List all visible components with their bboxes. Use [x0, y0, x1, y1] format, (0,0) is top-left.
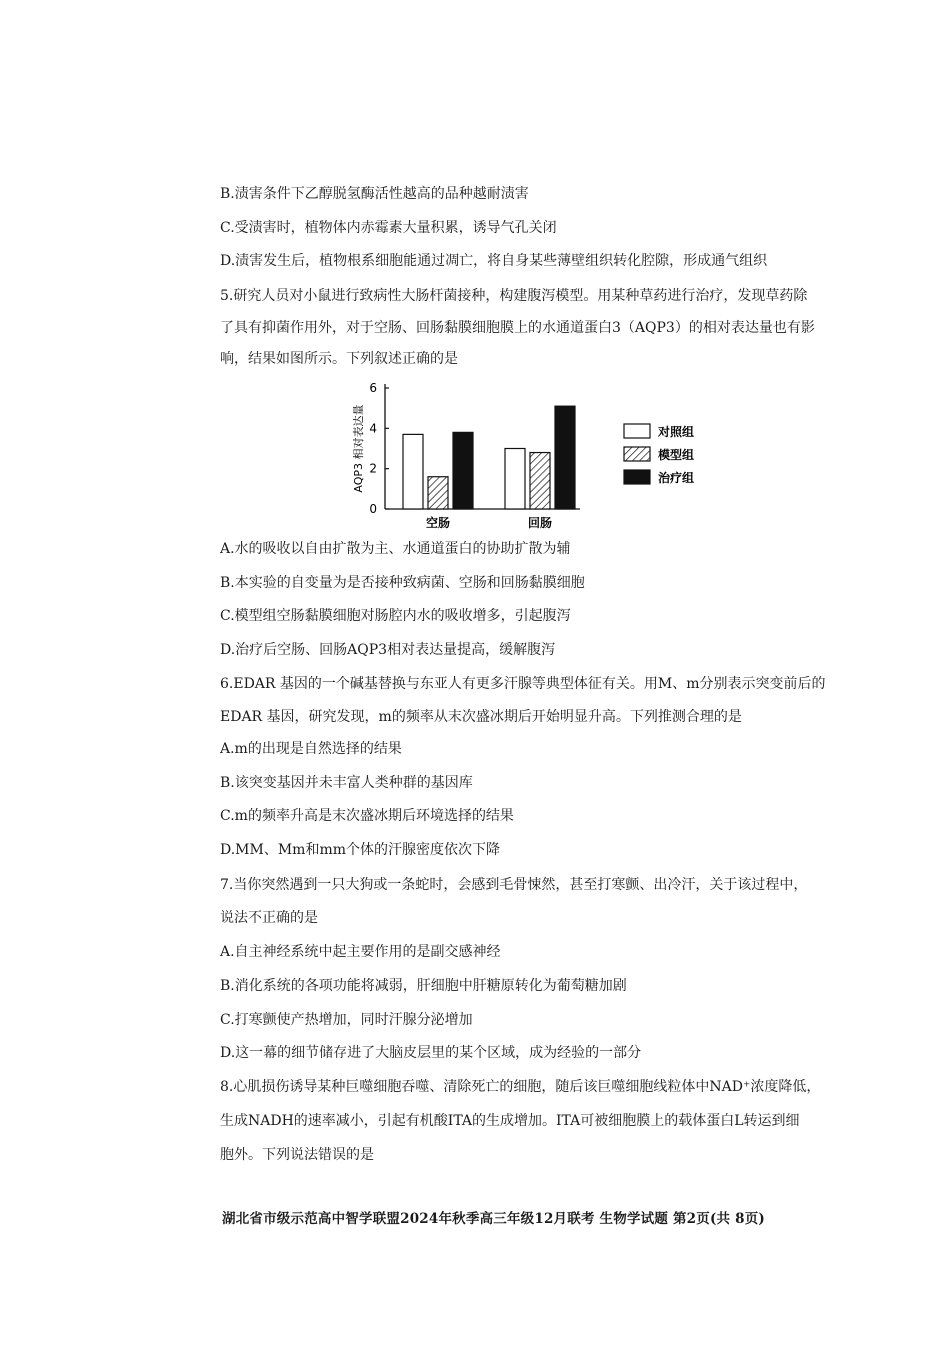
bar-1-1 — [403, 434, 423, 509]
legend-swatch-1 — [624, 424, 650, 438]
q4-option-b: B.渍害条件下乙醇脱氢酶活性越高的品种越耐渍害 — [220, 186, 529, 202]
y-tick-label: 4 — [369, 421, 377, 436]
q6-stem-line2: EDAR 基因，研究发现，m的频率从末次盛冰期后开始明显升高。下列推测合理的是 — [220, 709, 742, 725]
bar-2-1 — [428, 477, 448, 509]
q7-stem-line2: 说法不正确的是 — [220, 910, 318, 926]
legend-swatch-2 — [624, 447, 650, 461]
q5-option-b: B.本实验的自变量为是否接种致病菌、空肠和回肠黏膜细胞 — [220, 575, 585, 591]
aqp3-bar-chart — [340, 378, 720, 538]
q7-option-c: C.打寒颤使产热增加，同时汗腺分泌增加 — [220, 1012, 473, 1028]
q4-option-c: C.受渍害时，植物体内赤霉素大量积累，诱导气孔关闭 — [220, 220, 557, 236]
q7-option-b: B.消化系统的各项功能将减弱，肝细胞中肝糖原转化为葡萄糖加剧 — [220, 978, 627, 994]
q8-stem-line3: 胞外。下列说法错误的是 — [220, 1147, 374, 1163]
q7-stem-line1: 7.当你突然遇到一只大狗或一条蛇时，会感到毛骨悚然，甚至打寒颤、出冷汗，关于该过程中， — [220, 877, 808, 893]
q6-stem-line1: 6.EDAR 基因的一个碱基替换与东亚人有更多汗腺等典型体征有关。用M、m分别表示突变前后的 — [220, 676, 826, 692]
bar-2-2 — [530, 453, 550, 509]
y-tick-label: 0 — [369, 502, 377, 516]
x-tick-label: 回肠 — [527, 516, 553, 530]
bar-1-2 — [505, 449, 525, 510]
q5-stem-line1: 5.研究人员对小鼠进行致病性大肠杆菌接种，构建腹泻模型。用某种草药进行治疗，发现草药除 — [220, 288, 808, 304]
q7-option-d: D.这一幕的细节储存进了大脑皮层里的某个区域，成为经验的一部分 — [220, 1045, 642, 1061]
y-axis-label: AQP3 相对表达量 — [352, 404, 365, 493]
legend-swatch-3 — [624, 470, 650, 484]
legend-label-1: 对照组 — [658, 425, 695, 439]
q5-option-a: A.水的吸收以自由扩散为主、水通道蛋白的协助扩散为辅 — [220, 541, 571, 557]
bar-3-2 — [555, 406, 575, 509]
q5-stem-line3: 响，结果如图所示。下列叙述正确的是 — [220, 351, 458, 367]
legend-label-2: 模型组 — [658, 448, 695, 462]
q6-option-b: B.该突变基因并未丰富人类种群的基因库 — [220, 775, 473, 791]
q6-option-c: C.m的频率升高是末次盛冰期后环境选择的结果 — [220, 808, 514, 824]
q5-option-c: C.模型组空肠黏膜细胞对肠腔内水的吸收增多，引起腹泻 — [220, 608, 571, 624]
page-footer: 湖北省市级示范高中智学联盟2024年秋季高三年级12月联考 生物学试题 第2页(共 8页) — [222, 1211, 766, 1227]
q8-stem-line2: 生成NADH的速率减小，引起有机酸ITA的生成增加。ITA可被细胞膜上的载体蛋白L转运到细 — [220, 1113, 800, 1129]
q4-option-d: D.渍害发生后，植物根系细胞能通过凋亡，将自身某些薄壁组织转化腔隙，形成通气组织 — [220, 253, 768, 269]
q5-option-d: D.治疗后空肠、回肠AQP3相对表达量提高，缓解腹泻 — [220, 642, 556, 658]
q8-stem-line1: 8.心肌损伤诱导某种巨噬细胞吞噬、清除死亡的细胞，随后该巨噬细胞线粒体中NAD⁺浓度降低， — [220, 1079, 821, 1095]
x-tick-label: 空肠 — [425, 516, 451, 530]
y-tick-label: 6 — [369, 381, 377, 395]
y-tick-label: 2 — [369, 461, 377, 476]
q7-option-a: A.自主神经系统中起主要作用的是副交感神经 — [220, 944, 501, 960]
q5-stem-line2: 了具有抑菌作用外，对于空肠、回肠黏膜细胞膜上的水通道蛋白3（AQP3）的相对表达量也有影 — [220, 320, 815, 336]
q6-option-a: A.m的出现是自然选择的结果 — [220, 741, 402, 757]
q6-option-d: D.MM、Mm和mm个体的汗腺密度依次下降 — [220, 842, 501, 858]
bar-3-1 — [453, 432, 473, 509]
legend-label-3: 治疗组 — [658, 471, 695, 485]
